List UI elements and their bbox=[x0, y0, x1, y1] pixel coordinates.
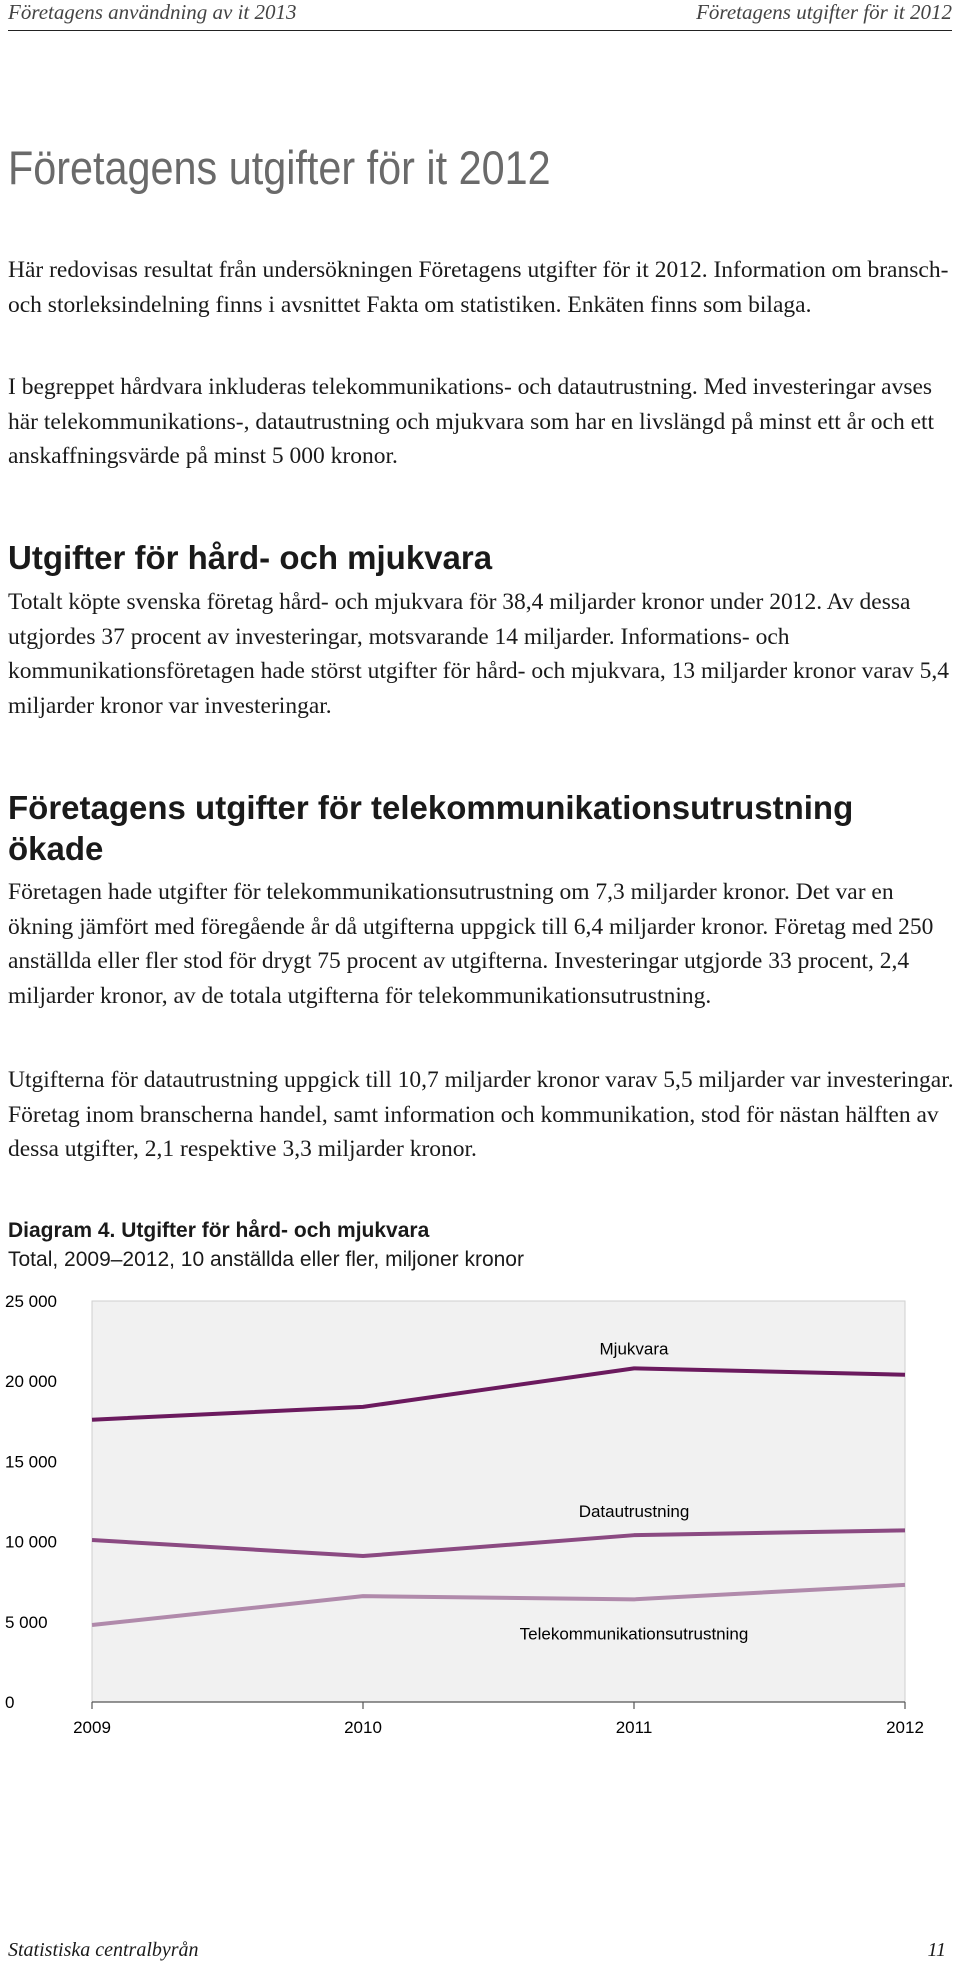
header-left-text: Företagens användning av it 2013 bbox=[8, 0, 297, 24]
x-tick-label: 2010 bbox=[344, 1718, 382, 1737]
section2-paragraph-1: Företagen hade utgifter för telekommunikationsutrustning om 7,3 miljarder kronor. Det var en ökning jämfört med föregående år då utgifterna uppgick till 6,4 miljarder kronor. Företag med 250 anställda eller fler stod för drygt 75 procent av utgifterna. Investeringar utgjorde 33 procent, 2,4 miljarder kronor, av de totala utgifterna för telekommunikationsutrustning. bbox=[8, 879, 934, 1009]
section1-paragraph: Totalt köpte svenska företag hård- och mjukvara för 38,4 miljarder kronor under 2012. Av dessa utgjordes 37 procent av investeringar, motsvarande 14 miljarder. Informations- och kommunikationsföretagen hade störst utgifter för hård- och mjukvara, 13 miljarder kronor varav 5,4 miljarder kronor var investeringar. bbox=[8, 589, 950, 719]
y-tick-label: 25 000 bbox=[5, 1292, 57, 1311]
x-tick-label: 2011 bbox=[615, 1718, 653, 1737]
page-title: Företagens utgifter för it 2012 bbox=[8, 141, 551, 194]
y-tick-label: 0 bbox=[5, 1693, 15, 1712]
running-header bbox=[8, 0, 952, 31]
header-right-text: Företagens utgifter för it 2012 bbox=[696, 0, 952, 24]
x-tick-label: 2009 bbox=[73, 1718, 111, 1737]
y-tick-label: 5 000 bbox=[5, 1612, 48, 1632]
intro-paragraph-1: Här redovisas resultat från undersökningen Företagens utgifter för it 2012. Information om bransch- och storleksindelning finns i avsnittet Fakta om statistiken. Enkäten finns som bilaga. bbox=[8, 257, 949, 318]
y-tick-label: 15 000 bbox=[5, 1452, 57, 1472]
series-label-telekommunikationsutrustning: Telekommunikationsutrustning bbox=[519, 1624, 749, 1644]
series-label-datautrustning: Datautrustning bbox=[578, 1502, 690, 1522]
diagram-title: Diagram 4. Utgifter för hård- och mjukvara bbox=[8, 1219, 430, 1242]
x-tick-label: 2012 bbox=[886, 1718, 924, 1737]
footer-publisher: Statistiska centralbyrån bbox=[8, 1939, 199, 1961]
diagram-subtitle: Total, 2009–2012, 10 anställda eller fler, miljoner kronor bbox=[8, 1248, 524, 1271]
section-heading-hardware-software: Utgifter för hård- och mjukvara bbox=[8, 539, 493, 576]
section2-paragraph-2: Utgifterna för datautrustning uppgick till 10,7 miljarder kronor varav 5,5 miljarder var investeringar. Företag inom branscherna handel, samt information och kommunikation, stod för nästan hälften av dessa utgifter, 2,1 respektive 3,3 miljarder kronor. bbox=[8, 1067, 954, 1162]
series-label-mjukvara: Mjukvara bbox=[599, 1339, 669, 1359]
section-heading-telecom: Företagens utgifter för telekommunikationsutrustning ökade bbox=[8, 789, 854, 867]
y-tick-label: 20 000 bbox=[5, 1372, 57, 1392]
intro-paragraph-2: I begreppet hårdvara inkluderas telekommunikations- och datautrustning. Med investeringar avses här telekommunikations-, datautrustning och mjukvara som har en livslängd på minst ett år och ett anskaffningsvärde på minst 5 000 kronor. bbox=[8, 374, 935, 469]
plot-area bbox=[92, 1301, 905, 1702]
y-tick-label: 10 000 bbox=[5, 1532, 57, 1552]
line-chart bbox=[0, 1280, 960, 1760]
page-number: 11 bbox=[927, 1939, 946, 1961]
